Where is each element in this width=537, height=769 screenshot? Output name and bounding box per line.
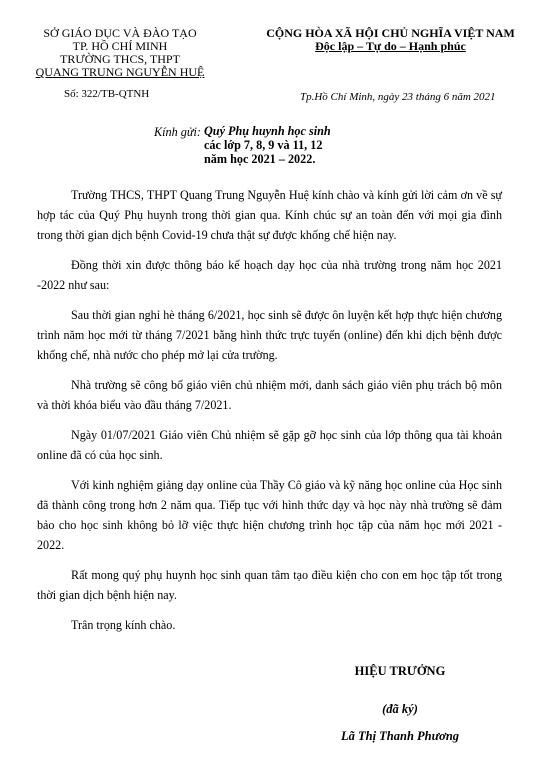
issuer-header: [20, 27, 220, 79]
recipient-line1: Quý Phụ huynh học sinh: [204, 124, 331, 138]
recipient-line3: năm học 2021 – 2022.: [204, 152, 316, 166]
paragraph-request: Rất mong quý phụ huynh học sinh quan tâm tạo điều kiện cho con em học tập tốt trong thời gian dịch bệnh hiện nay.: [37, 568, 502, 602]
school-name-line1: TRƯỜNG THCS, THPT: [60, 52, 180, 66]
paragraph-gratitude: Trường THCS, THPT Quang Trung Nguyễn Huệ kính chào và kính gửi lời cảm ơn về sự hợp tác của Quý Phụ huynh trong thời gian qua. Kính chúc sự an toàn đến với mọi gia đình trong thời gian dịch bệnh Covid-19 chưa thật sự được khống chế hiện nay.: [37, 188, 502, 242]
place-and-date: Tp.Hồ Chí Minh, ngày 23 tháng 6 năm 2021: [300, 91, 496, 103]
signatory-name: Lã Thị Thanh Phương: [340, 729, 460, 743]
paragraph-announcement: Đồng thời xin được thông báo kế hoạch dạy học của nhà trường trong năm học 2021 -2022 như sau:: [37, 258, 502, 292]
recipient-block: [204, 124, 331, 166]
paragraph-experience: Với kinh nghiệm giảng dạy online của Thầy Cô giáo và kỹ năng học online của Học sinh đã thành công trong hơn 2 năm qua. Tiếp tục với hình thức dạy và học này nhà trường sẽ đảm bảo cho học sinh không bỏ lỡ việc thực hiện chương trình học tập của năm học mới 2021 - 2022.: [37, 478, 502, 552]
recipient-line2: các lớp 7, 8, 9 và 11, 12: [204, 138, 323, 152]
document-number: Số: 322/TB-QTNH: [64, 88, 150, 100]
signature-status: (đã ký): [382, 702, 418, 716]
paragraph-teachers: Nhà trường sẽ công bố giáo viên chủ nhiệm mới, danh sách giáo viên phụ trách bộ môn và thời khóa biểu vào đầu tháng 7/2021.: [37, 378, 502, 412]
recipient-prefix: Kính gửi:: [154, 125, 201, 139]
national-header: [258, 27, 523, 53]
letter-body: [37, 185, 502, 635]
national-motto: Độc lập – Tự do – Hạnh phúc: [315, 39, 466, 53]
signature-title: HIỆU TRƯỞNG: [354, 664, 446, 678]
national-title: CỘNG HÒA XÃ HỘI CHỦ NGHĨA VIỆT NAM: [266, 26, 515, 40]
closing-greeting: Trân trọng kính chào.: [71, 618, 176, 632]
issuer-city: TP. HỒ CHÍ MINH: [72, 39, 168, 53]
issuer-department: SỞ GIÁO DỤC VÀ ĐÀO TẠO: [43, 26, 197, 40]
paragraph-meeting: Ngày 01/07/2021 Giáo viên Chủ nhiệm sẽ gặp gỡ học sinh của lớp thông qua tài khoản online đã có của học sinh.: [37, 428, 502, 462]
paragraph-online-plan: Sau thời gian nghỉ hè tháng 6/2021, học sinh sẽ được ôn luyện kết hợp thực hiện chương trình năm học mới từ tháng 7/2021 bằng hình thức trực tuyến (online) đến khi dịch bệnh được khống chế, nhà nước cho phép mở lại cửa trường.: [37, 308, 502, 362]
school-name-line2: QUANG TRUNG NGUYỄN HUỆ: [35, 65, 205, 79]
